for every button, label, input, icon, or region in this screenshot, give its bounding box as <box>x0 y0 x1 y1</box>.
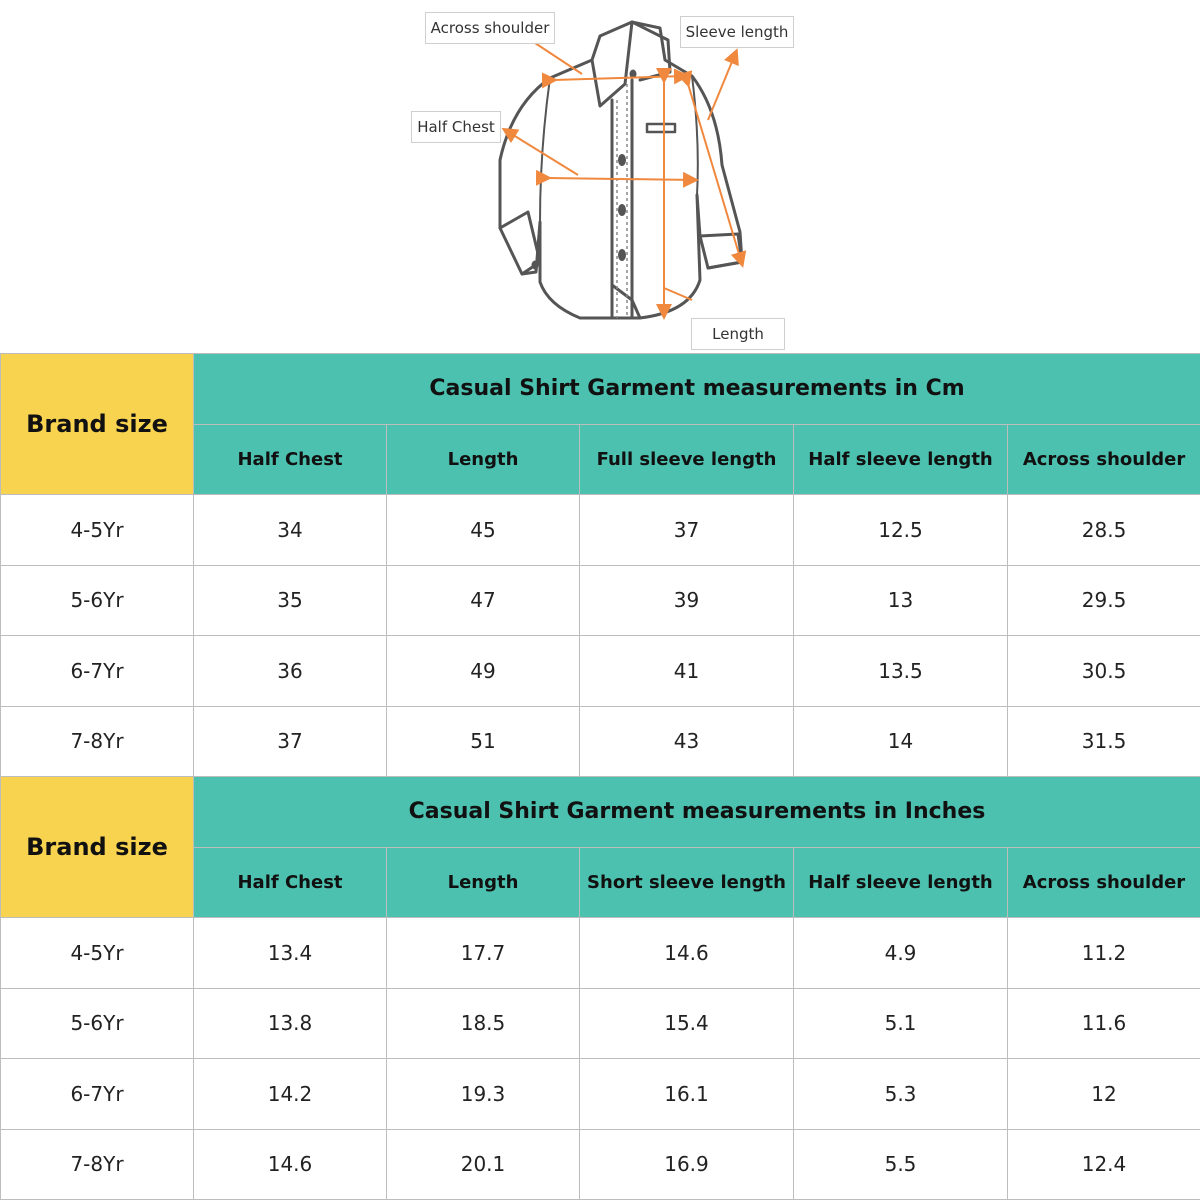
col-header-half-sleeve-length: Half sleeve length <box>794 847 1008 918</box>
half-sleeve-value: 4.9 <box>794 918 1008 989</box>
across-shoulder-value: 12 <box>1008 1059 1200 1130</box>
full-sleeve-value: 41 <box>580 636 794 707</box>
half-sleeve-value: 12.5 <box>794 495 1008 566</box>
half-chest-value: 34 <box>194 495 387 566</box>
across-shoulder-value: 12.4 <box>1008 1129 1200 1200</box>
measurement-diagram <box>0 0 1200 352</box>
col-header-across-shoulder: Across shoulder <box>1008 424 1200 495</box>
table-row <box>1 988 1200 1059</box>
length-value: 20.1 <box>387 1129 580 1200</box>
half-chest-value: 14.6 <box>194 1129 387 1200</box>
col-header-short-sleeve-length: Short sleeve length <box>580 847 794 918</box>
callout-half-chest: Half Chest <box>411 111 501 143</box>
col-header-length: Length <box>387 424 580 495</box>
short-sleeve-value: 16.1 <box>580 1059 794 1130</box>
half-sleeve-value: 5.3 <box>794 1059 1008 1130</box>
full-sleeve-value: 43 <box>580 706 794 777</box>
across-shoulder-value: 11.6 <box>1008 988 1200 1059</box>
callout-sleeve-length: Sleeve length <box>680 16 794 48</box>
table-row <box>1 706 1200 777</box>
col-header-half-chest: Half Chest <box>194 424 387 495</box>
table-row <box>1 1059 1200 1130</box>
length-value: 45 <box>387 495 580 566</box>
across-shoulder-value: 28.5 <box>1008 495 1200 566</box>
size-label: 6-7Yr <box>1 1059 194 1130</box>
size-label: 7-8Yr <box>1 1129 194 1200</box>
half-chest-value: 13.8 <box>194 988 387 1059</box>
col-header-half-sleeve-length: Half sleeve length <box>794 424 1008 495</box>
short-sleeve-value: 16.9 <box>580 1129 794 1200</box>
short-sleeve-value: 15.4 <box>580 988 794 1059</box>
table-row <box>1 495 1200 566</box>
half-chest-value: 14.2 <box>194 1059 387 1130</box>
half-chest-value: 35 <box>194 565 387 636</box>
size-label: 4-5Yr <box>1 918 194 989</box>
full-sleeve-value: 37 <box>580 495 794 566</box>
half-chest-value: 36 <box>194 636 387 707</box>
length-value: 47 <box>387 565 580 636</box>
table-row <box>1 565 1200 636</box>
short-sleeve-value: 14.6 <box>580 918 794 989</box>
table-row <box>1 636 1200 707</box>
table-title: Casual Shirt Garment measurements in Inches <box>194 777 1200 848</box>
callout-length: Length <box>691 318 785 350</box>
size-label: 5-6Yr <box>1 988 194 1059</box>
half-chest-value: 37 <box>194 706 387 777</box>
length-value: 19.3 <box>387 1059 580 1130</box>
across-shoulder-value: 11.2 <box>1008 918 1200 989</box>
length-value: 51 <box>387 706 580 777</box>
size-label: 7-8Yr <box>1 706 194 777</box>
half-chest-value: 13.4 <box>194 918 387 989</box>
across-shoulder-value: 29.5 <box>1008 565 1200 636</box>
half-sleeve-value: 5.1 <box>794 988 1008 1059</box>
full-sleeve-value: 39 <box>580 565 794 636</box>
table-row <box>1 918 1200 989</box>
size-label: 6-7Yr <box>1 636 194 707</box>
half-sleeve-value: 13 <box>794 565 1008 636</box>
brand-size-header: Brand size <box>1 354 194 495</box>
length-value: 17.7 <box>387 918 580 989</box>
half-sleeve-value: 13.5 <box>794 636 1008 707</box>
brand-size-header: Brand size <box>1 777 194 918</box>
half-sleeve-value: 5.5 <box>794 1129 1008 1200</box>
half-sleeve-value: 14 <box>794 706 1008 777</box>
size-label: 5-6Yr <box>1 565 194 636</box>
shirt-illustration <box>0 0 1200 352</box>
length-value: 49 <box>387 636 580 707</box>
size-table-inches <box>0 776 1200 1200</box>
col-header-full-sleeve-length: Full sleeve length <box>580 424 794 495</box>
col-header-length: Length <box>387 847 580 918</box>
table-row <box>1 1129 1200 1200</box>
table-title: Casual Shirt Garment measurements in Cm <box>194 354 1200 425</box>
size-table-cm <box>0 353 1200 777</box>
size-label: 4-5Yr <box>1 495 194 566</box>
length-value: 18.5 <box>387 988 580 1059</box>
across-shoulder-value: 30.5 <box>1008 636 1200 707</box>
col-header-half-chest: Half Chest <box>194 847 387 918</box>
col-header-across-shoulder: Across shoulder <box>1008 847 1200 918</box>
callout-across-shoulder: Across shoulder <box>425 12 555 44</box>
across-shoulder-value: 31.5 <box>1008 706 1200 777</box>
